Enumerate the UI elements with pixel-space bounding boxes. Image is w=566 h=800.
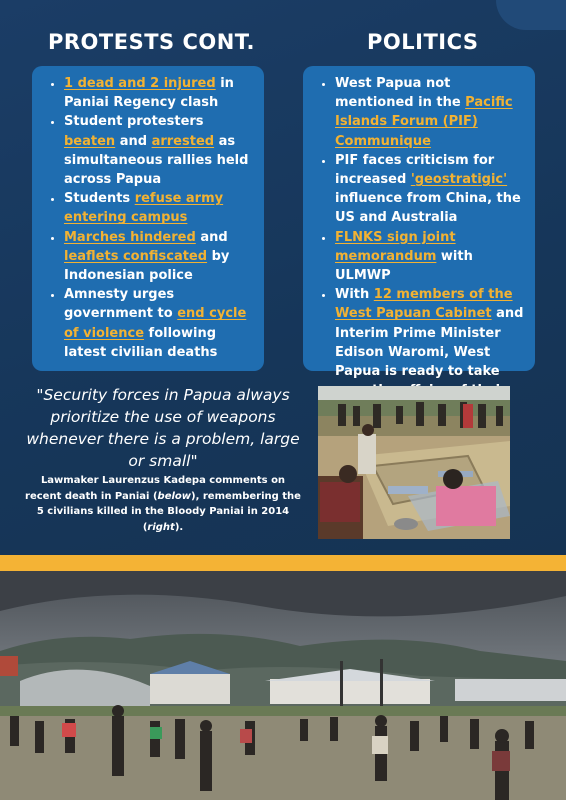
highlight-link[interactable]: 12 members of the West Papuan Cabinet bbox=[335, 287, 513, 322]
protests-box bbox=[32, 66, 264, 371]
bullet-text: with ULMWP bbox=[335, 248, 473, 284]
bullet-text: West Papua not mentioned in the bbox=[335, 76, 466, 111]
protests-list bbox=[46, 74, 254, 362]
highlight-link[interactable]: arrested bbox=[151, 133, 215, 149]
bullet-text: PIF faces criticism for increased bbox=[335, 152, 495, 188]
bullet-text: and bbox=[195, 229, 228, 245]
politics-list bbox=[317, 74, 525, 420]
highlight-link[interactable]: beaten bbox=[64, 133, 116, 149]
bloody-paniai-photo bbox=[318, 386, 510, 539]
bullet-text: as simultaneous rallies held across Papua bbox=[64, 133, 249, 188]
bullet-text: Student protesters bbox=[64, 114, 204, 130]
right-bullet-item bbox=[335, 74, 525, 151]
bullet-text: and Interim Prime Minister Edison Waromi, West Papua is ready to take bbox=[335, 306, 524, 380]
bullet-text: With bbox=[335, 287, 374, 303]
paniai-clash-photo bbox=[0, 571, 566, 800]
quote-caption: Lawmaker Laurenzus Kadepa comments on recent death in Paniai (below), remembering the 5 civilians killed in the Bloody Paniai in 2014 (right). bbox=[25, 475, 301, 533]
left-bullet-item bbox=[64, 189, 254, 227]
highlight-link[interactable]: FLNKS sign joint memorandum bbox=[335, 229, 456, 264]
highlight-link[interactable]: 'geostratigic' bbox=[410, 172, 508, 188]
politics-box bbox=[303, 66, 535, 380]
kadepa-quote: "Security forces in Papua always prioritize the use of weapons whenever there is a problem, large or small" bbox=[26, 386, 300, 470]
highlight-link[interactable]: refuse army entering campus bbox=[64, 191, 224, 226]
bullet-text: by Indonesian police bbox=[64, 248, 230, 284]
left-bullet-item bbox=[64, 285, 254, 362]
highlight-link[interactable]: Pacific Islands Forum (PIF) Communique bbox=[335, 95, 513, 149]
highlight-link[interactable]: leaflets confiscated bbox=[64, 248, 208, 264]
highlight-link[interactable]: 1 dead and 2 injured bbox=[64, 76, 216, 91]
left-bullet-item bbox=[64, 228, 254, 286]
highlight-link[interactable]: end cycle of violence bbox=[64, 306, 247, 341]
politics-title: POLITICS bbox=[367, 30, 479, 54]
accent-band bbox=[0, 555, 566, 571]
bullet-text: in Paniai Regency clash bbox=[64, 76, 234, 111]
bullet-text: influence from China, the US and Australia bbox=[335, 191, 521, 226]
left-bullet-item bbox=[64, 112, 254, 189]
right-bullet-item bbox=[335, 151, 525, 228]
bullet-text: following latest civilian deaths bbox=[64, 325, 218, 360]
bullet-text: Students bbox=[64, 191, 135, 207]
bullet-text: and bbox=[115, 133, 152, 149]
highlight-link[interactable]: Marches hindered bbox=[64, 229, 196, 245]
protests-title: PROTESTS CONT. bbox=[48, 30, 255, 54]
bullet-text: Amnesty urges government to bbox=[64, 287, 178, 322]
right-bullet-item bbox=[335, 228, 525, 286]
left-bullet-item bbox=[64, 74, 254, 112]
